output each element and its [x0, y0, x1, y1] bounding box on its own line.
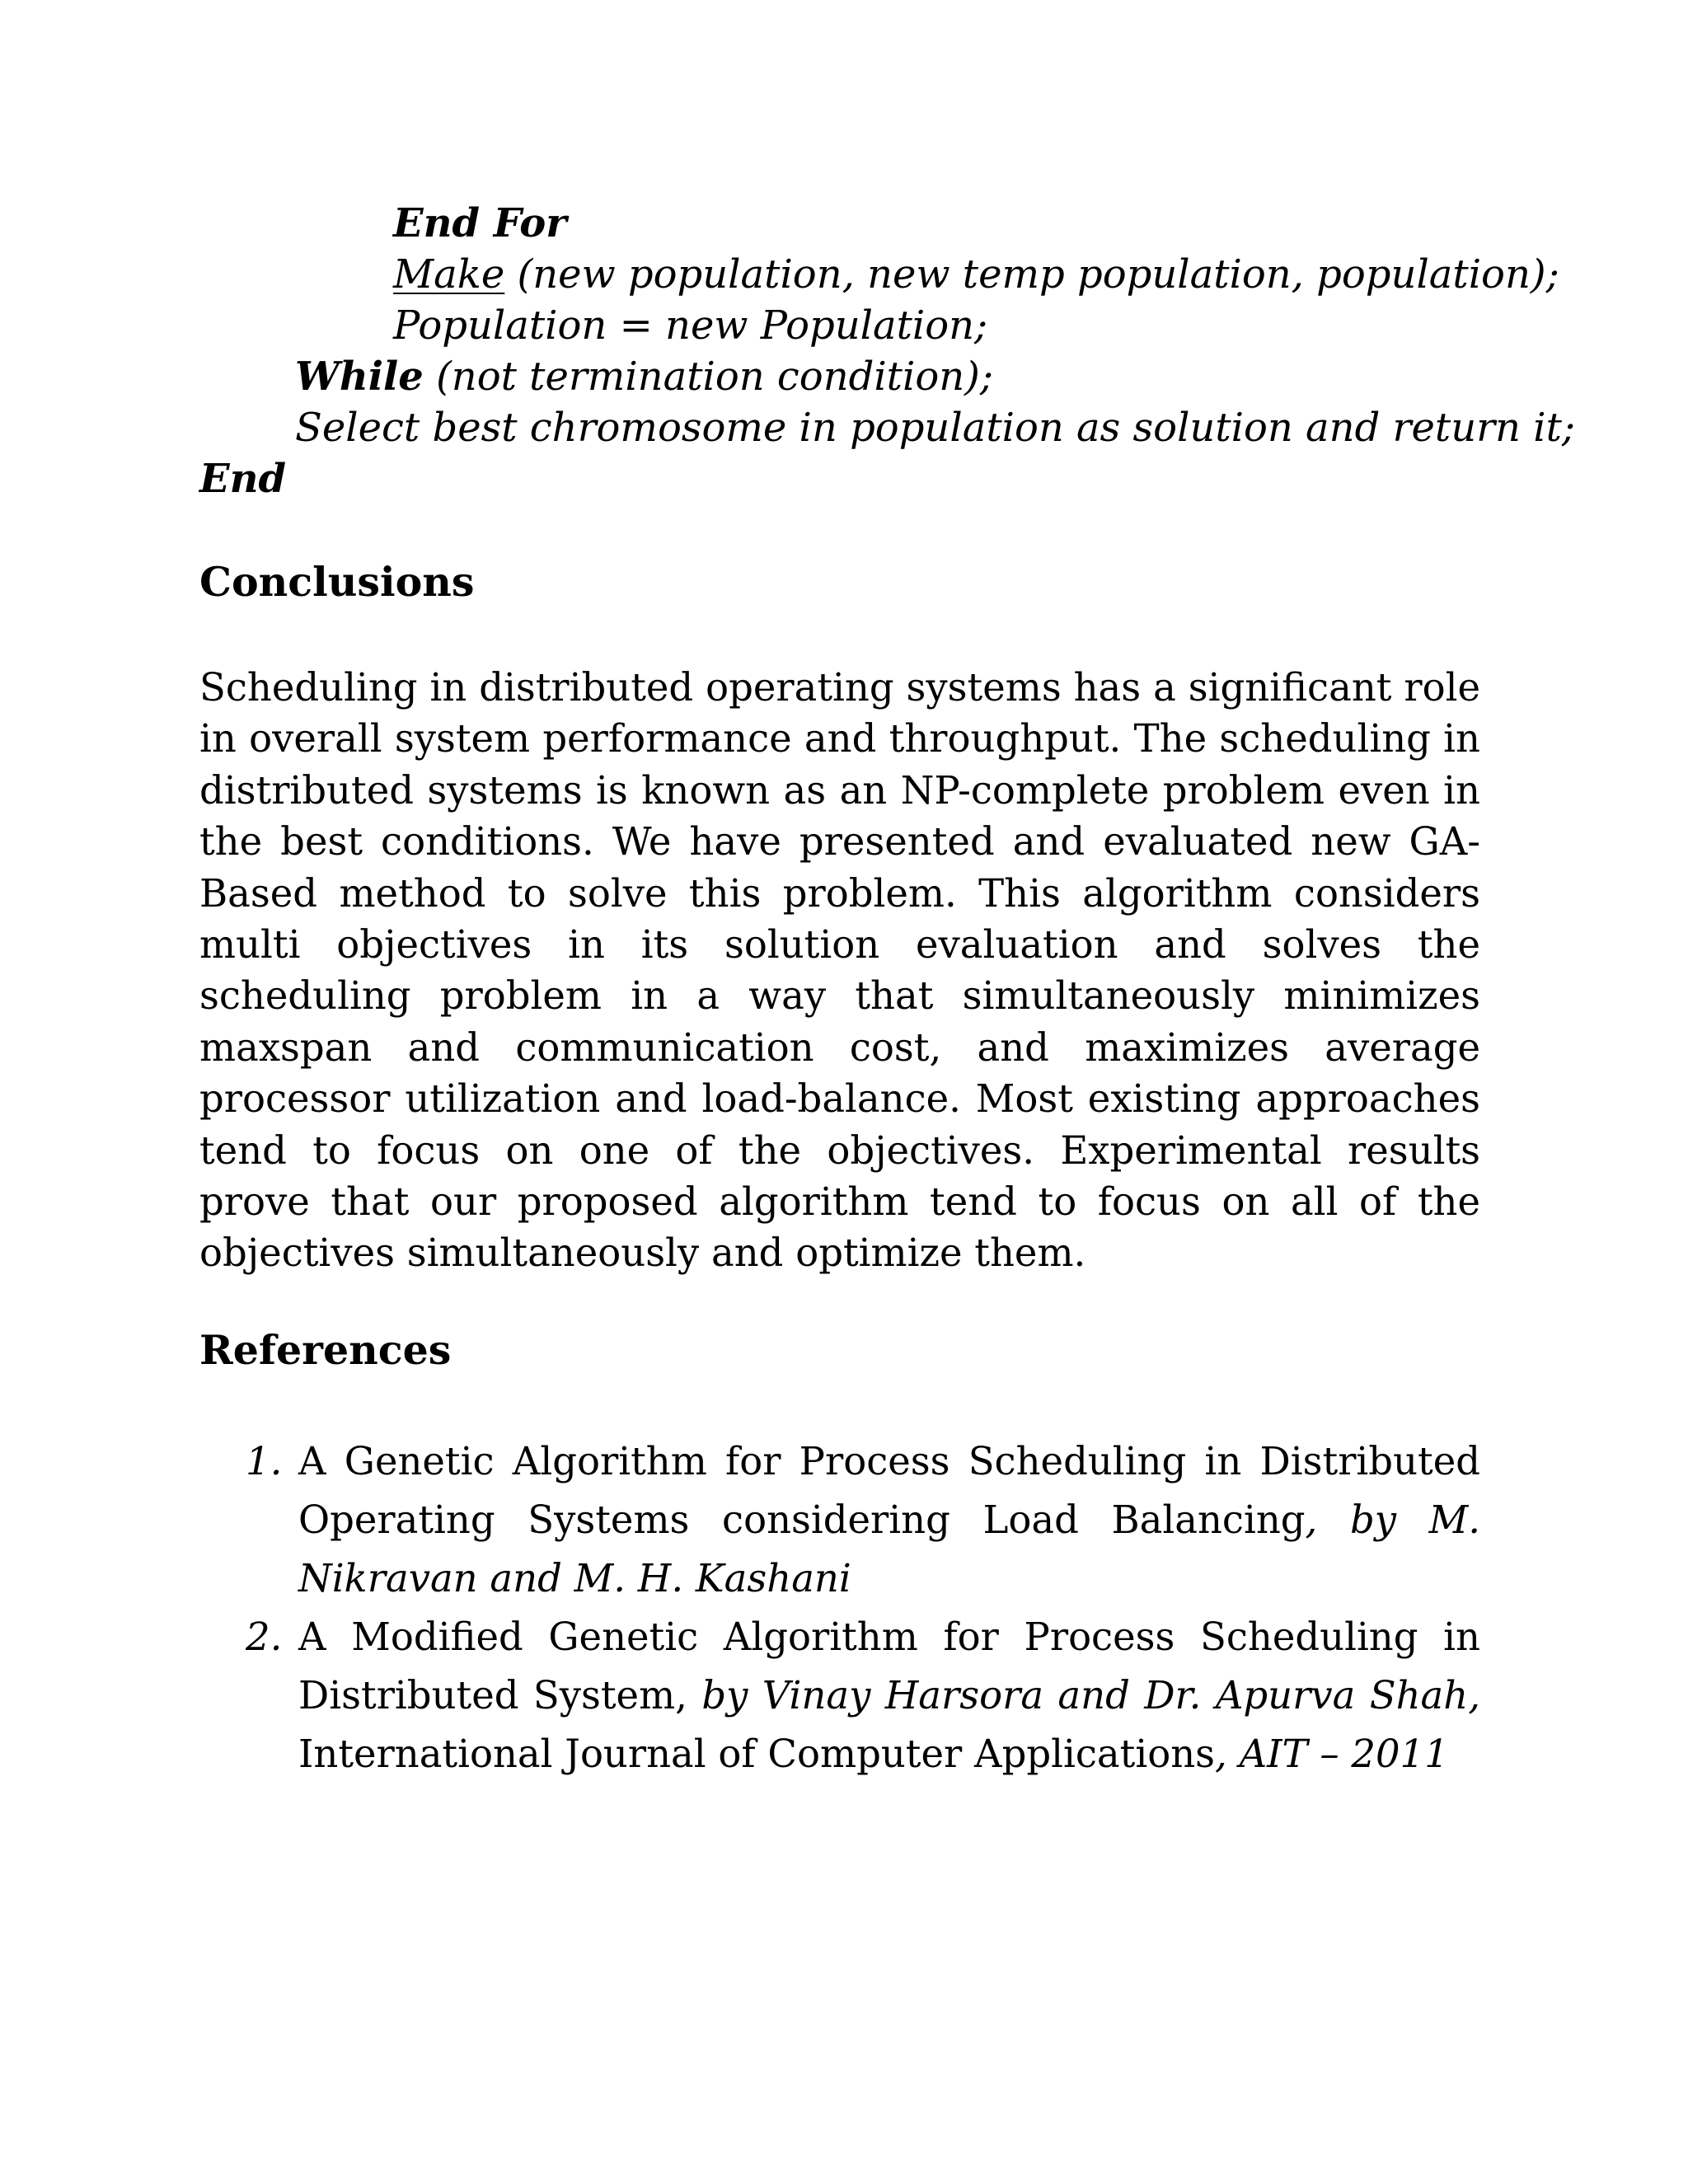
- reference-title: A Modified Genetic Algorithm for Process Scheduling in Distributed System: [298, 1615, 1480, 1718]
- references-heading: References: [199, 1326, 452, 1374]
- reference-separator: ,: [1215, 1732, 1240, 1776]
- reference-item: [199, 1432, 1480, 1608]
- conclusions-paragraph: Scheduling in distributed operating systems has a significant role in overall system performance and throughput. The scheduling in distributed systems is known as an NP-complete problem even in the best conditions. We have presented and evaluated new GA-Based method to solve this problem. This algorithm considers multi objectives in its solution evaluation and solves the scheduling problem in a way that simultaneously minimizes maxspan and communication cost, and maximizes average processor utilization and load-balance. Most existing approaches tend to focus on one of the objectives. Experimental results prove that our proposed algorithm tend to focus on all of the objectives simultaneously and optimize them.: [199, 665, 1480, 1276]
- code-while-line: [295, 351, 993, 402]
- code-while-keyword: While: [295, 354, 424, 400]
- reference-title: A Genetic Algorithm for Process Scheduling in Distributed Operating Systems considering Load Balancing: [298, 1439, 1480, 1542]
- code-make-line: [393, 249, 1559, 300]
- code-select-best: Select best chromosome in population as solution and return it;: [295, 405, 1576, 451]
- code-make-args: (new population, new temp population, population);: [504, 251, 1559, 298]
- conclusions-heading: Conclusions: [199, 558, 475, 606]
- code-while-condition: (not termination condition);: [423, 354, 994, 400]
- code-end: End: [199, 456, 287, 502]
- reference-separator: ,: [675, 1673, 702, 1718]
- reference-number: 2.: [246, 1615, 283, 1659]
- references-list: [199, 1432, 1480, 1783]
- code-make-keyword: Make: [393, 251, 505, 298]
- reference-venue: AIT – 2011: [1239, 1732, 1449, 1776]
- reference-number: 1.: [246, 1439, 283, 1483]
- code-end-for: End For: [393, 200, 567, 246]
- reference-authors: by Vinay Harsora and Dr. Apurva Shah: [701, 1673, 1469, 1718]
- reference-item: [199, 1608, 1480, 1783]
- code-population-assign: Population = new Population;: [393, 302, 988, 349]
- reference-separator: ,: [1468, 1673, 1480, 1718]
- reference-journal: International Journal of Computer Applications: [298, 1732, 1216, 1776]
- reference-separator: ,: [1305, 1497, 1350, 1542]
- reference-authors: by M. Nikravan and M. H. Kashani: [298, 1497, 1480, 1601]
